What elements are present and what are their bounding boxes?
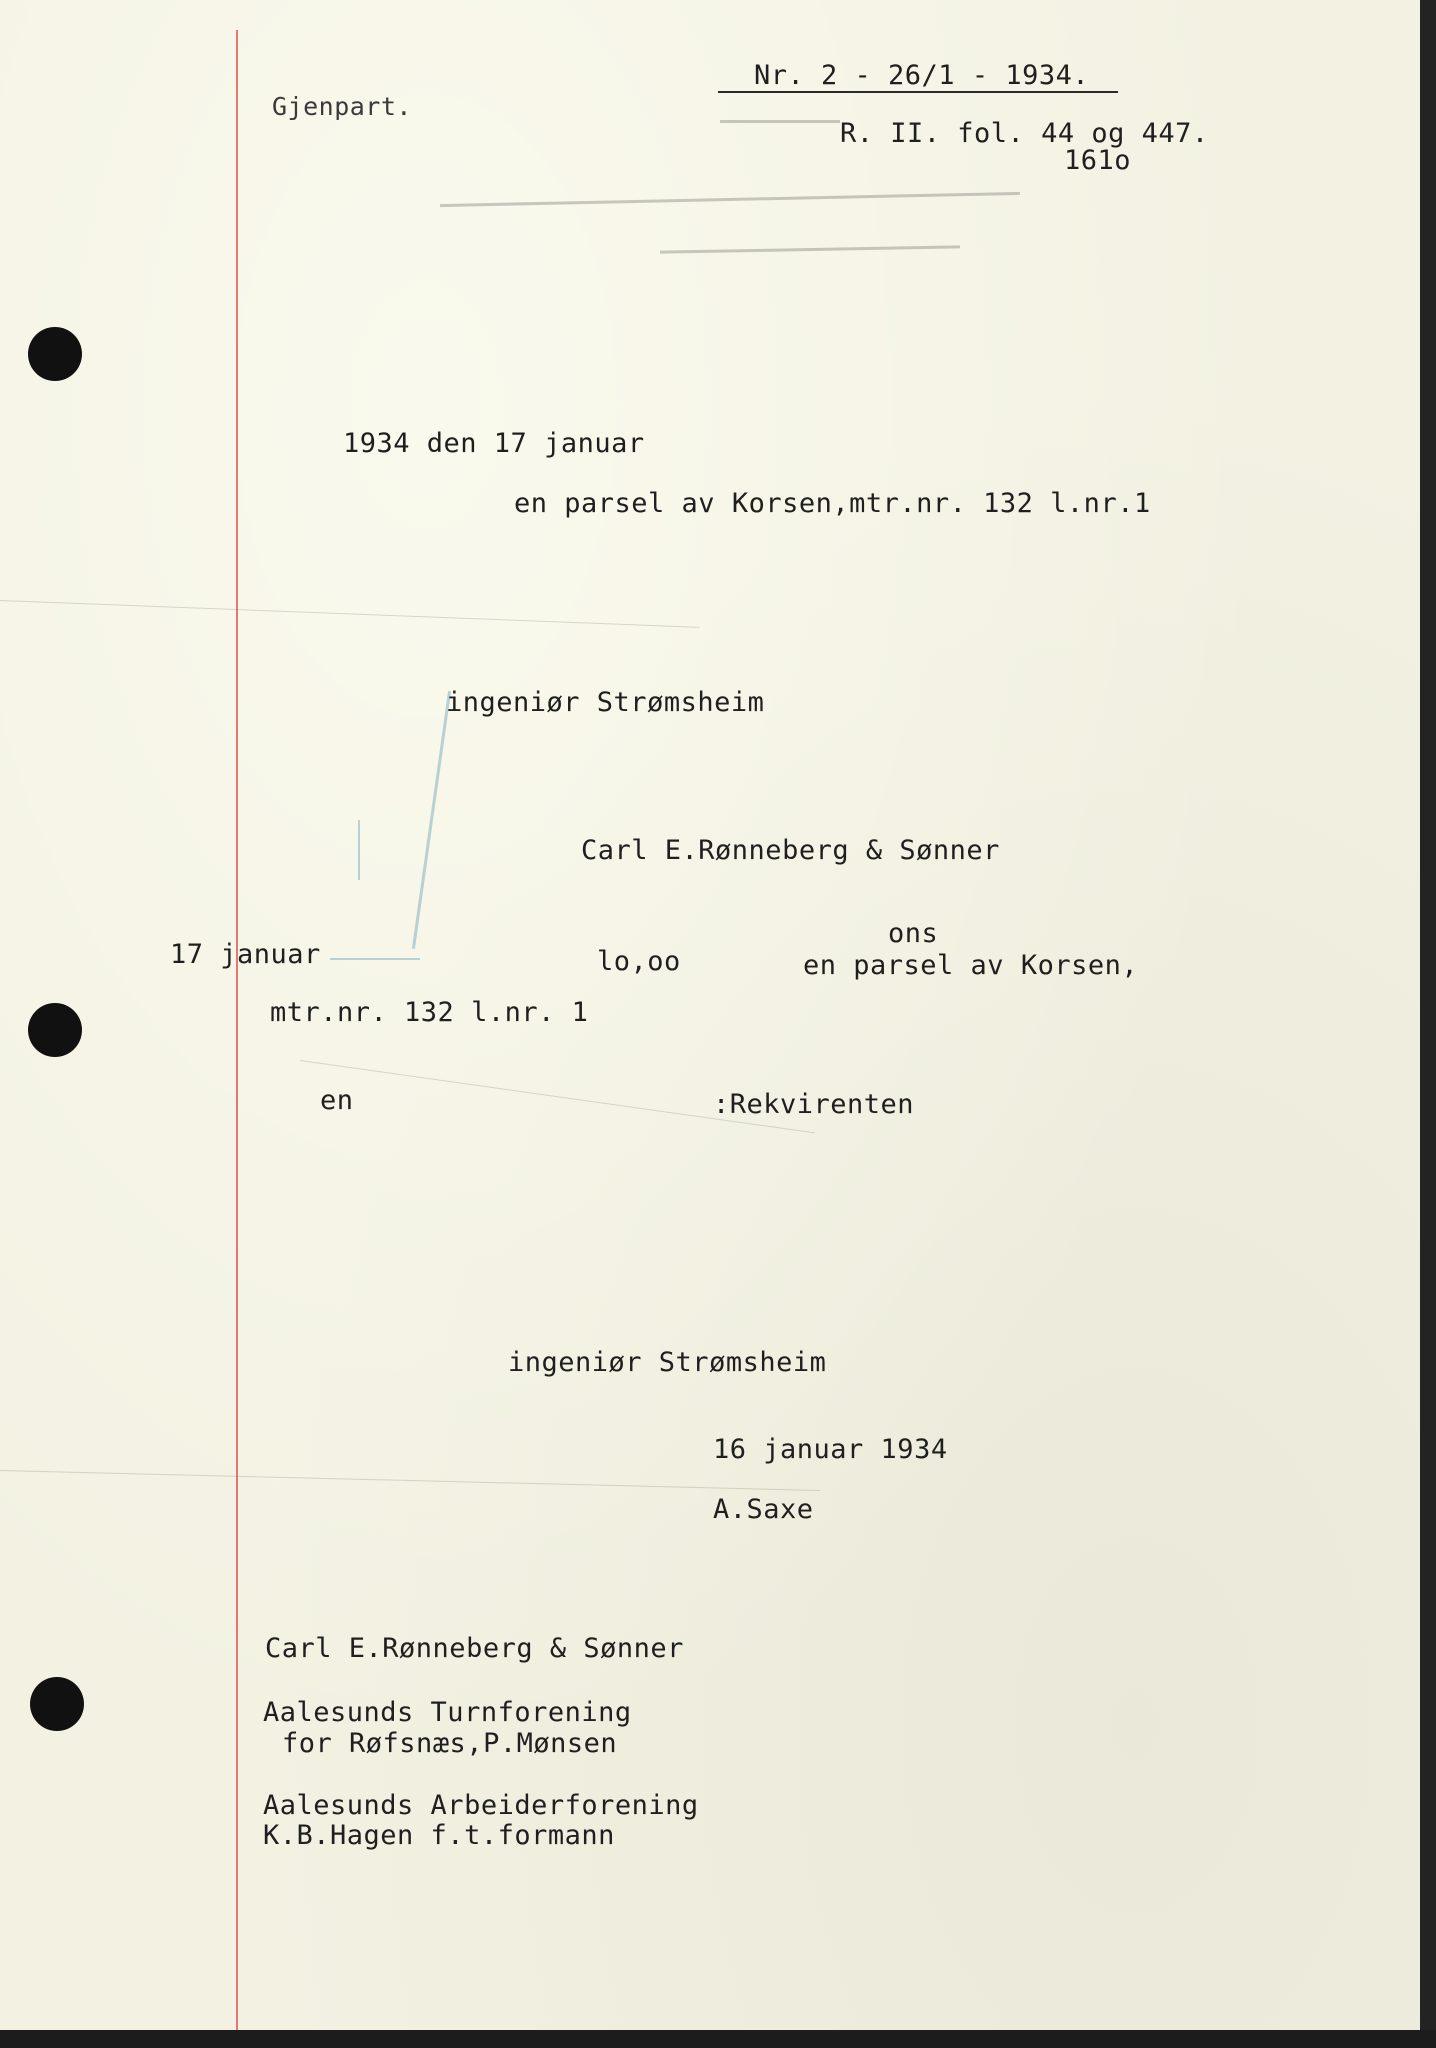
pencil-annotation — [330, 958, 420, 960]
document-number: Nr. 2 - 26/1 - 1934. — [754, 60, 1090, 91]
signing-date: 16 januar 1934 — [713, 1434, 948, 1465]
copy-label: Gjenpart. — [272, 92, 412, 121]
punch-hole — [28, 1003, 82, 1057]
bleed-through-mark — [720, 120, 840, 123]
punch-hole — [28, 327, 82, 381]
weekday: ons — [888, 918, 939, 949]
recipient-line: Carl E.Rønneberg & Sønner — [265, 1633, 684, 1664]
pencil-annotation — [358, 820, 360, 880]
register-reference: R. II. fol. 44 og 447. — [840, 118, 1209, 149]
bleed-through-mark — [660, 245, 960, 253]
recipient-line: Aalesunds Arbeiderforening — [263, 1790, 699, 1821]
meeting-time: lo,oo — [597, 946, 681, 977]
scan-border-right — [1420, 0, 1436, 2048]
parcel-line: en parsel av Korsen,mtr.nr. 132 l.nr.1 — [514, 488, 1151, 519]
date-line: 1934 den 17 januar — [343, 428, 645, 459]
bleed-through-mark — [440, 192, 1020, 207]
number-underline — [718, 91, 1118, 93]
requester-label: :Rekvirenten — [713, 1089, 915, 1120]
meeting-place-continued: mtr.nr. 132 l.nr. 1 — [270, 997, 589, 1028]
engineer-name-2: ingeniør Strømsheim — [508, 1347, 827, 1378]
punch-hole — [30, 1677, 84, 1731]
paper-fold — [0, 600, 700, 628]
engineer-name: ingeniør Strømsheim — [446, 687, 765, 718]
meeting-date: 17 januar — [170, 939, 321, 970]
company-name: Carl E.Rønneberg & Sønner — [581, 835, 1000, 866]
paper-fold — [0, 1470, 820, 1491]
recipient-line: Aalesunds Turnforening — [263, 1697, 632, 1728]
recipient-line: for Røfsnæs,P.Mønsen — [282, 1728, 618, 1759]
recipient-line: K.B.Hagen f.t.formann — [263, 1820, 615, 1851]
pencil-annotation — [412, 691, 451, 949]
signature: A.Saxe — [713, 1494, 814, 1525]
meeting-place: en parsel av Korsen, — [803, 950, 1139, 981]
scan-border-bottom — [0, 2030, 1436, 2048]
red-margin-line — [236, 30, 238, 2030]
en-word: en — [320, 1085, 354, 1116]
page-number: 161o — [1064, 145, 1132, 176]
